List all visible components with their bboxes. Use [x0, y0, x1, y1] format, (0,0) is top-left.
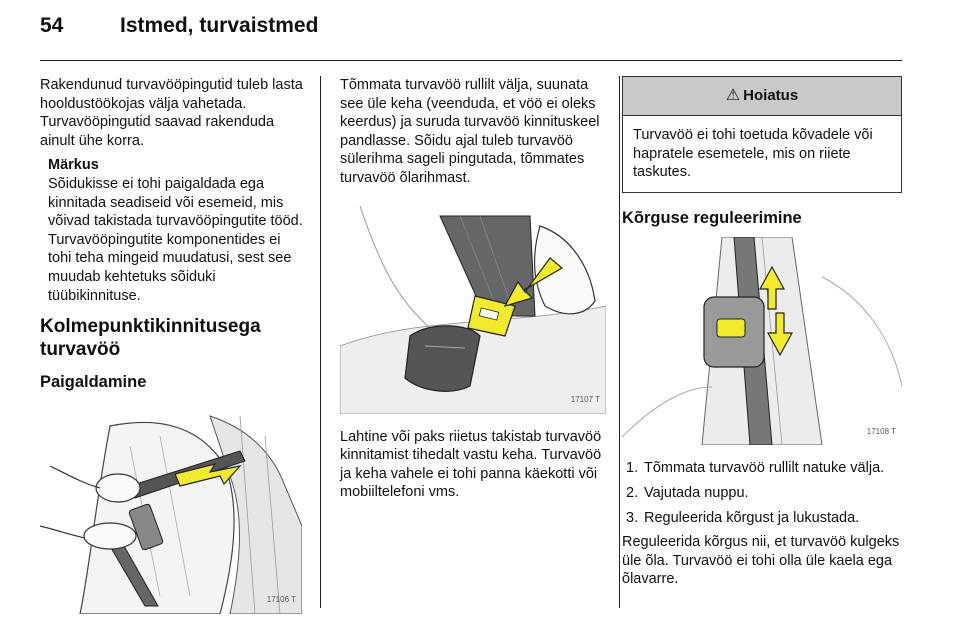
clothing-paragraph: Lahtine või paks riietus takistab turvavöö kinnitamist tihedalt vastu keha. Turvavöö ja keha vahele ei tohi panna käekotti või mobiiltelefoni vms. [340, 428, 602, 501]
outro-paragraph: Reguleerida kõrgus nii, et turvavöö kulgeks üle õla. Turvavöö ei tohi olla üle kaela ega õlavarre. [622, 534, 900, 588]
figure-height-adjust [622, 237, 902, 445]
figure-code: 17106 T [266, 595, 296, 605]
list-item: 2. Vajutada nuppu. [626, 484, 749, 501]
subsection-heading: Paigaldamine [40, 373, 147, 392]
column-1 [40, 76, 304, 614]
warning-text: Turvavöö ei tohi toetuda kõvadele või hapratele esemetele, mis on riiete taskutes. [633, 127, 873, 181]
illustration-height-adjuster [622, 237, 902, 445]
column-divider-1 [320, 76, 321, 608]
chapter-title: Istmed, turvaistmed [120, 14, 319, 37]
figure-buckle [340, 206, 606, 414]
column-3 [622, 76, 902, 589]
height-adjust-heading: Kõrguse reguleerimine [622, 208, 802, 227]
illustration-buckle-insert [340, 206, 606, 414]
note-title: Märkus [48, 157, 99, 174]
warning-header [623, 77, 901, 116]
list-item: 3. Reguleerida kõrgust ja lukustada. [626, 509, 860, 526]
list-item: 1. Tõmmata turvavöö rullilt natuke välja. [626, 460, 885, 477]
header-rule [40, 60, 902, 61]
note-text: Sõidukisse ei tohi paigaldada ega kinnitada seadiseid või esemeid, mis võivad takistada turvavööpingutite tööd. Turvavööpingutite komponentides ei tohi teha mingeid muudatusi, sest see muudab kehtetuks sõiduki tüübikinnituse. [48, 175, 303, 304]
warning-title: Hoiatus [743, 86, 799, 104]
warning-box [622, 76, 902, 193]
figure-fastening-belt [40, 406, 302, 614]
page-number: 54 [40, 14, 64, 37]
steps-list [622, 459, 902, 527]
column-divider-2 [619, 76, 620, 608]
note-block [48, 156, 304, 305]
figure-code: 17107 T [570, 394, 600, 404]
column-2 [340, 76, 606, 502]
section-heading: Kolmepunktikinnitusega turvavöö [40, 316, 261, 361]
warning-icon: ⚠ [725, 86, 741, 104]
instruction-paragraph: Tõmmata turvavöö rullilt välja, suunata see üle keha (veenduda, et vöö ei oleks keerdus) ja suruda turvavöö kinnituskeel pandlasse. Sõidu ajal tuleb turvavöö sülerihma sageli pingutada, tõmmates turvavöö õlarihmast. [340, 77, 600, 186]
intro-paragraph: Rakendunud turvavööpingutid tuleb lasta hooldustöökojas välja vahetada. Turvavööpingutid saavad rakenduda ainult ühe korra. [40, 77, 303, 149]
figure-code: 17108 T [866, 426, 896, 436]
page-header [40, 14, 902, 50]
illustration-person-buckling [40, 406, 302, 614]
